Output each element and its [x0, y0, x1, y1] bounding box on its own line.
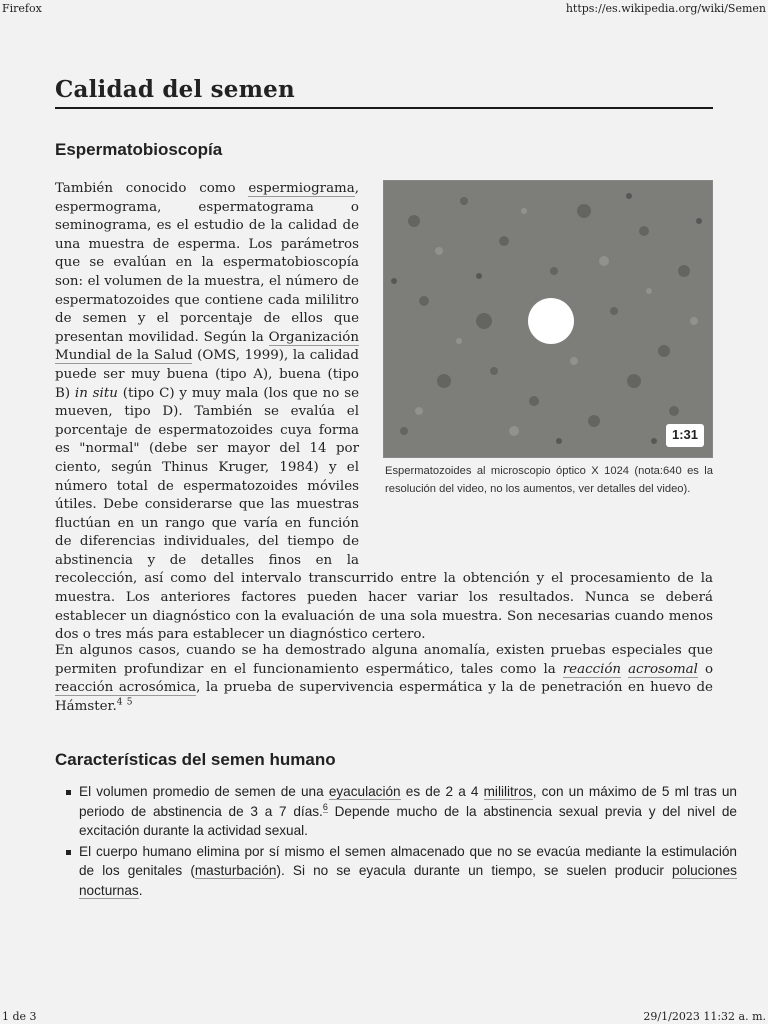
paragraph-pruebas-especiales [55, 642, 713, 716]
video-caption: Espermatozoides al microscopio óptico X 1024 (nota:640 es la resolución del video, no los aumentos, ver detalles del video). [385, 465, 713, 495]
video-duration: 1:31 [666, 424, 704, 447]
text-run: , la prueba de supervivencia espermática y la de penetración en huevo de Hámster. [55, 680, 713, 714]
section-heading-espermatobioscopia: Espermatobioscopía [55, 140, 223, 159]
print-timestamp: 29/1/2023 11:32 a. m. [643, 1010, 766, 1023]
print-footer [0, 1008, 768, 1024]
link-espermiograma[interactable]: espermiograma [248, 181, 355, 196]
link-reaccion-acrosomica[interactable]: reacción acrosómica [55, 680, 197, 696]
text-run: , espermograma, espermatograma o seminograma, es el estudio de la calidad de una muestra de esperma. Los parámetros que se evalúan en la espermatobioscopía son: el volumen de la muestra, el número de espermatozoides que contiene cada mililitro de semen y el porcentaje de ellos que presentan movilidad. Según la [55, 181, 359, 345]
article [55, 70, 737, 898]
video-player[interactable] [383, 180, 713, 458]
link-masturbacion[interactable]: masturbación [194, 863, 277, 878]
reference-4[interactable]: 4 [116, 697, 123, 708]
text-run: El volumen promedio de semen de una [79, 784, 329, 799]
text-run: En algunos casos, cuando se ha demostrado alguna anomalía, existen pruebas especiales que permiten profundizar en el funcionamiento espermático, tales como la [55, 643, 713, 677]
page-counter: 1 de 3 [2, 1010, 37, 1023]
link-acrosomal[interactable] [628, 662, 698, 678]
text-run: . [138, 882, 143, 898]
print-header-url: https://es.wikipedia.org/wiki/Semen [565, 2, 766, 15]
link-organizacion-mundial-salud[interactable]: Organización Mundial de la Salud [55, 329, 359, 364]
link-mililitros[interactable]: mililitros [483, 784, 533, 799]
link-poluciones-nocturnas[interactable]: poluciones nocturnas [79, 863, 737, 898]
text-run: (tipo C) y muy mala (los que no se mueven, tipo D). También se evalúa el porcentaje de espermatozoides cuya forma es "normal" (debe ser mayor del 14 por ciento, según Thinus Kruger, 1984) y el número total de espermatozoides móviles útiles. Debe considerarse que las muestras fluctúan en un rango que varía en función de diferencias individuales, del tiempo de abstinencia y de detalles finos en la recolección, así como del intervalo transcurrido entre la obtención y el procesamiento de la muestra. Los anteriores factores pueden hacer variar los resultados. Nunca se deberá establecer un diagnóstico con la evaluación de una sola muestra. Son necesarias cuando menos dos o tres más para establecer un diagnóstico certero. [55, 385, 713, 643]
text-run: (OMS, 1999), la calidad puede ser muy buena (tipo A), buena (tipo B) [55, 348, 359, 401]
text-run: El cuerpo humano elimina por sí mismo el semen almacenado que no se evacúa mediante la estimulación de los genitales ( [79, 843, 737, 878]
reference-6[interactable]: 6 [322, 801, 328, 812]
italic-in-situ: in situ [74, 385, 118, 401]
link-reaccion-acrosomal[interactable] [563, 662, 621, 678]
paragraph-espermatobioscopia [55, 180, 713, 645]
section-heading-caracteristicas: Características del semen humano [55, 750, 336, 769]
video-figure [383, 180, 713, 556]
text-run: o [697, 661, 714, 677]
text-run: ). Si no se eyacula durante un tiempo, se suelen producir [276, 863, 672, 878]
link-eyaculacion[interactable]: eyaculación [328, 784, 401, 799]
text-run: También conocido como [55, 181, 249, 196]
text-run: es de 2 a 4 [400, 784, 484, 799]
link-text: acrosomal [628, 661, 698, 677]
play-button[interactable] [528, 298, 574, 344]
print-header-app: Firefox [2, 2, 42, 15]
list-item [79, 842, 737, 901]
page-title: Calidad del semen [55, 70, 713, 109]
text-run: , con un máximo de 5 ml tras un periodo de abstinencia de 3 a 7 días. [79, 784, 737, 819]
reference-5[interactable]: 5 [126, 697, 133, 708]
characteristics-list [55, 782, 737, 901]
list-item [79, 782, 737, 841]
print-header [0, 0, 768, 16]
link-text: reacción [562, 661, 622, 677]
text-run: Depende mucho de la abstinencia sexual previa y del nivel de excitación durante la actividad sexual. [79, 803, 737, 838]
